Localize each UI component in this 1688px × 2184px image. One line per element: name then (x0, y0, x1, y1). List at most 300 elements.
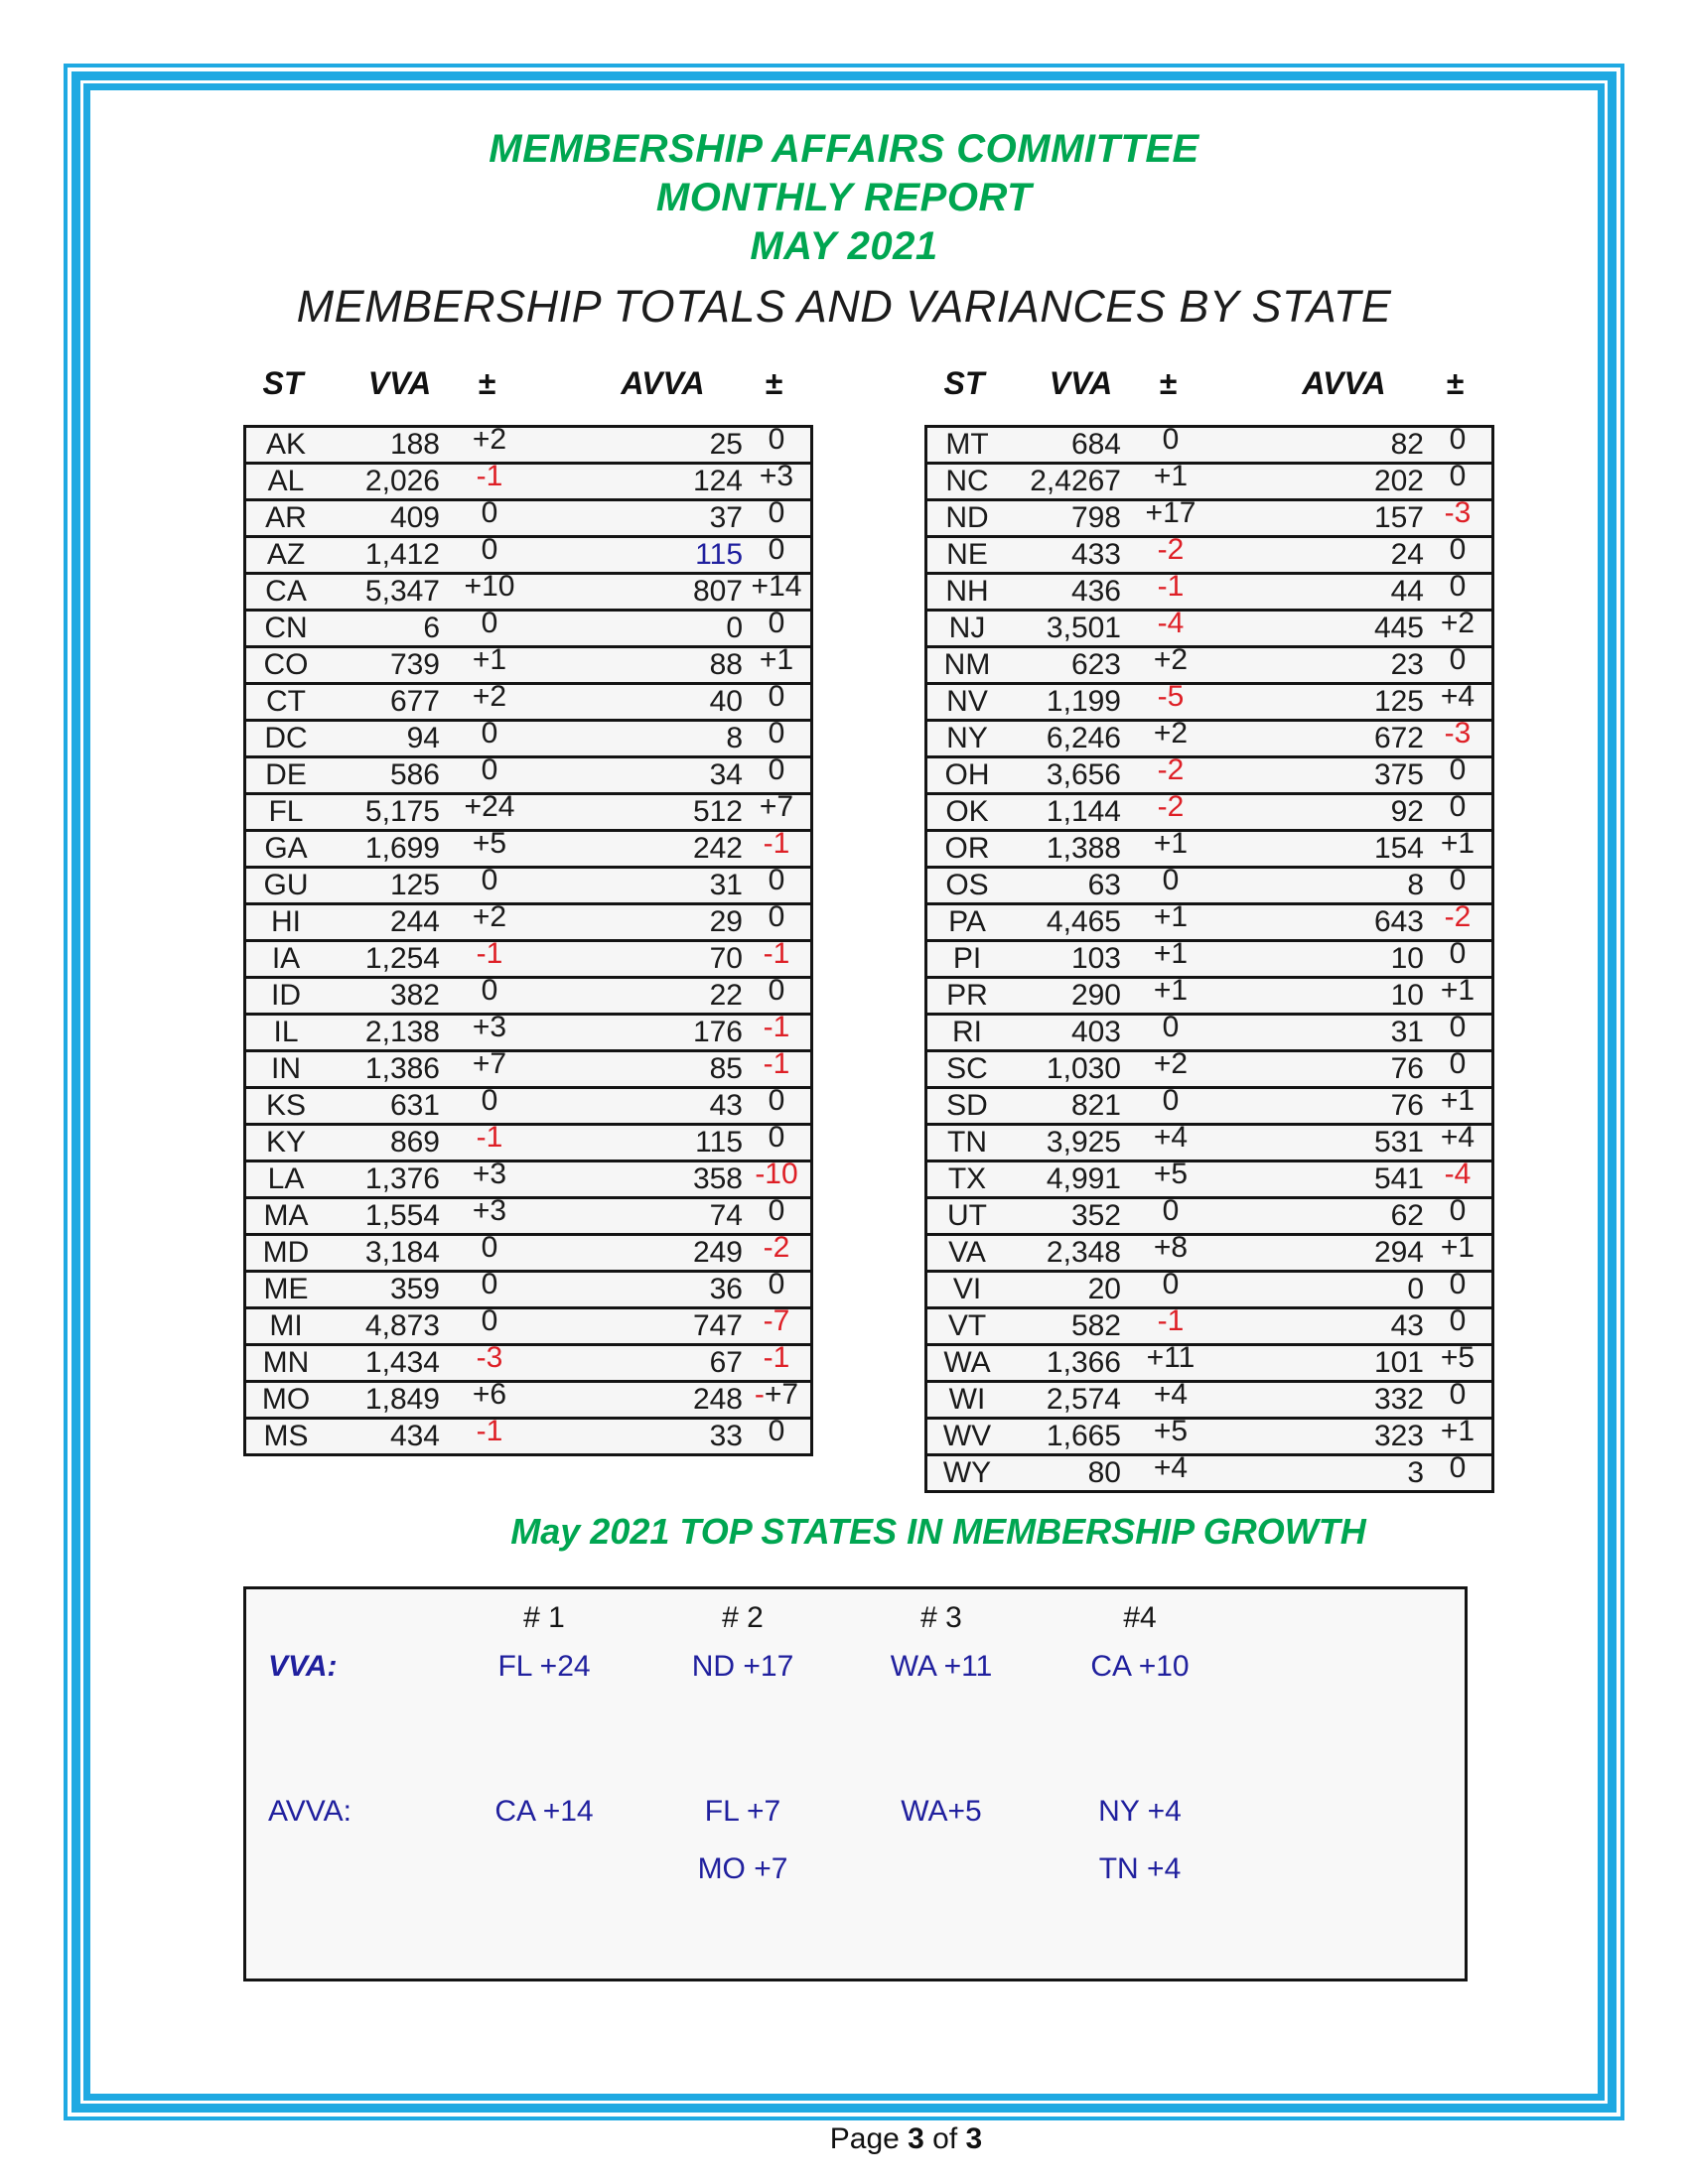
table-row (245, 721, 812, 757)
table-row (245, 1345, 812, 1382)
cell-vva: 3,656 (1007, 757, 1121, 794)
cell-state: CT (245, 684, 327, 721)
cell-avva-delta: -+7 (743, 1382, 812, 1419)
cell-state: MT (945, 428, 989, 461)
cell-avva-delta: 0 (743, 904, 812, 941)
table-row (926, 1051, 1493, 1088)
growth-avva2-rank1 (445, 1852, 643, 1886)
cell-avva-delta: 0 (1424, 1198, 1493, 1235)
cell-vva: 6,246 (1007, 721, 1121, 757)
cell-avva: 92 (1220, 794, 1424, 831)
cell-avva: 541 (1220, 1161, 1424, 1198)
table-row (926, 464, 1493, 500)
cell-avva: 44 (1220, 574, 1424, 611)
cell-state: TX (926, 1161, 1008, 1198)
cell-vva: 1,665 (1007, 1419, 1121, 1455)
table-row (245, 1272, 812, 1308)
cell-state: OH (926, 757, 1008, 794)
cell-vva: 2,4267 (1007, 464, 1121, 500)
cell-avva-delta: 0 (743, 1198, 812, 1235)
cell-vva: 586 (326, 757, 440, 794)
cell-vva-delta: -1 (440, 941, 539, 978)
cell-avva: 531 (1220, 1125, 1424, 1161)
cell-avva-delta: 0 (743, 684, 812, 721)
cell-avva-delta: 0 (743, 500, 812, 537)
cell-vva: 798 (1007, 500, 1121, 537)
header-avva: AVVA (621, 365, 705, 401)
cell-vva: 352 (1007, 1198, 1121, 1235)
cell-avva: 10 (1220, 978, 1424, 1015)
cell-state: IL (245, 1015, 327, 1051)
cell-vva-delta: 0 (440, 978, 539, 1015)
cell-vva: 1,030 (1007, 1051, 1121, 1088)
cell-state: SD (926, 1088, 1008, 1125)
table-row (926, 1345, 1493, 1382)
cell-avva-delta: 0 (1424, 794, 1493, 831)
cell-vva-delta: +1 (1121, 978, 1220, 1015)
cell-avva: 124 (539, 464, 743, 500)
cell-vva-delta: +4 (1121, 1382, 1220, 1419)
table-row (245, 427, 812, 464)
cell-state: DE (245, 757, 327, 794)
cell-state: OK (926, 794, 1008, 831)
cell-vva-delta: +4 (1121, 1125, 1220, 1161)
cell-vva: 684 (1070, 428, 1121, 461)
cell-vva-delta: 0 (440, 1272, 539, 1308)
cell-avva: 31 (539, 868, 743, 904)
cell-vva: 125 (326, 868, 440, 904)
page-footer-text: of (923, 2122, 966, 2155)
cell-vva: 436 (1007, 574, 1121, 611)
cell-state: SC (926, 1051, 1008, 1088)
cell-avva: 24 (1220, 537, 1424, 574)
cell-vva: 1,199 (1007, 684, 1121, 721)
cell-state: VT (926, 1308, 1008, 1345)
cell-vva-delta: +1 (1121, 464, 1220, 500)
cell-vva-delta: +1 (1121, 904, 1220, 941)
cell-vva: 290 (1007, 978, 1121, 1015)
cell-state: KY (245, 1125, 327, 1161)
table-row (245, 941, 812, 978)
cell-state: OS (926, 868, 1008, 904)
cell-avva: 0 (1220, 1272, 1424, 1308)
table-row (926, 1308, 1493, 1345)
table-row (245, 1308, 812, 1345)
rank-header-3: # 3 (920, 1601, 962, 1634)
table-row (245, 1419, 812, 1455)
cell-vva-delta: -3 (440, 1345, 539, 1382)
page-footer-text: 3 (908, 2122, 924, 2155)
cell-avva: 202 (1220, 464, 1424, 500)
cell-state: MI (245, 1308, 327, 1345)
cell-state: UT (926, 1198, 1008, 1235)
cell-avva-delta: +4 (1424, 1125, 1493, 1161)
cell-avva-delta: -2 (743, 1235, 812, 1272)
cell-vva-delta: -1 (440, 1419, 539, 1455)
table-row (245, 794, 812, 831)
state-table-right (924, 425, 1494, 1493)
rank-header-2: # 2 (722, 1601, 764, 1634)
cell-avva: 3 (1220, 1455, 1424, 1492)
cell-vva: 2,138 (326, 1015, 440, 1051)
left-table-column-headers (243, 365, 807, 402)
cell-vva: 94 (326, 721, 440, 757)
cell-state: LA (245, 1161, 327, 1198)
table-row (245, 757, 812, 794)
growth-avva-label: AVVA: (268, 1795, 352, 1828)
table-row (245, 1235, 812, 1272)
header-vva: VVA (367, 365, 432, 401)
cell-vva-delta: +3 (440, 1198, 539, 1235)
cell-avva: 62 (1220, 1198, 1424, 1235)
cell-vva: 1,849 (326, 1382, 440, 1419)
cell-avva: 82 (1390, 428, 1424, 461)
cell-state: ID (245, 978, 327, 1015)
page-footer (0, 2122, 1688, 2156)
cell-avva-delta: -1 (743, 1345, 812, 1382)
cell-vva-delta: +4 (1121, 1455, 1220, 1492)
cell-avva: 358 (539, 1161, 743, 1198)
table-row (245, 574, 812, 611)
cell-avva: 67 (539, 1345, 743, 1382)
cell-avva-delta: +2 (1424, 611, 1493, 647)
cell-vva: 4,991 (1007, 1161, 1121, 1198)
cell-vva: 869 (326, 1125, 440, 1161)
cell-avva-delta: -1 (743, 1051, 812, 1088)
report-subtitle: MEMBERSHIP TOTALS AND VARIANCES BY STATE (296, 281, 1392, 332)
cell-vva-delta: +1 (1121, 831, 1220, 868)
table-row (245, 831, 812, 868)
growth-avva-rank2: FL +7 (704, 1795, 781, 1828)
cell-state: AK (265, 428, 307, 461)
growth-avva-rank3: WA+5 (901, 1795, 982, 1828)
table-row (926, 427, 1493, 464)
cell-avva: 672 (1220, 721, 1424, 757)
cell-state: TN (926, 1125, 1008, 1161)
cell-vva: 5,347 (326, 574, 440, 611)
cell-vva-delta: 0 (440, 868, 539, 904)
table-row (245, 464, 812, 500)
cell-avva-delta: 0 (743, 1272, 812, 1308)
growth-box (243, 1586, 1468, 1981)
cell-avva: 323 (1220, 1419, 1424, 1455)
growth-vva-rank4: CA +10 (1090, 1650, 1190, 1683)
cell-state: NJ (926, 611, 1008, 647)
cell-vva-delta: 0 (440, 1088, 539, 1125)
cell-avva: 25 (709, 428, 743, 461)
growth-avva-rank4: NY +4 (1098, 1795, 1182, 1828)
table-row (926, 831, 1493, 868)
cell-avva-delta: 0 (1424, 1272, 1493, 1308)
cell-vva-delta: 0 (1121, 1015, 1220, 1051)
header-avva-delta: ± (1446, 365, 1464, 401)
table-row (926, 1125, 1493, 1161)
cell-vva: 1,434 (326, 1345, 440, 1382)
table-row (245, 1382, 812, 1419)
cell-vva: 80 (1007, 1455, 1121, 1492)
cell-vva-delta: -1 (440, 464, 539, 500)
header-avva: AVVA (1302, 365, 1386, 401)
cell-avva-delta: 0 (1424, 757, 1493, 794)
cell-avva: 70 (539, 941, 743, 978)
page-footer-text: 3 (965, 2122, 983, 2155)
cell-vva-delta: 0 (1121, 1088, 1220, 1125)
cell-avva-delta: 0 (1424, 1308, 1493, 1345)
cell-state: RI (926, 1015, 1008, 1051)
table-row (245, 1088, 812, 1125)
table-row (926, 978, 1493, 1015)
cell-vva-delta: -1 (440, 1125, 539, 1161)
growth-rank-header-spacer (246, 1601, 445, 1635)
cell-state: MA (245, 1198, 327, 1235)
cell-vva: 409 (326, 500, 440, 537)
cell-avva: 74 (539, 1198, 743, 1235)
growth-section-title: May 2021 TOP STATES IN MEMBERSHIP GROWTH (510, 1511, 1366, 1552)
cell-vva: 6 (326, 611, 440, 647)
cell-vva-delta: +5 (440, 831, 539, 868)
cell-avva: 37 (539, 500, 743, 537)
cell-avva-delta: 0 (743, 868, 812, 904)
cell-avva-delta: 0 (1424, 574, 1493, 611)
cell-state: MN (245, 1345, 327, 1382)
table-row (926, 647, 1493, 684)
growth-avva-row (246, 1795, 1465, 1829)
cell-avva-delta: 0 (743, 537, 812, 574)
cell-avva: 125 (1220, 684, 1424, 721)
cell-vva-delta: 0 (440, 1308, 539, 1345)
cell-avva: 85 (539, 1051, 743, 1088)
cell-vva-delta: +17 (1121, 500, 1220, 537)
table-row (245, 611, 812, 647)
cell-avva-delta: -10 (743, 1161, 812, 1198)
cell-vva: 623 (1007, 647, 1121, 684)
cell-vva: 382 (326, 978, 440, 1015)
table-row (926, 500, 1493, 537)
cell-vva: 63 (1007, 868, 1121, 904)
cell-state: PI (926, 941, 1008, 978)
cell-avva: 157 (1220, 500, 1424, 537)
rank-header-1: # 1 (523, 1601, 565, 1634)
cell-avva-delta: +5 (1424, 1345, 1493, 1382)
cell-avva-delta: +1 (743, 647, 812, 684)
growth-avva-rank1: CA +14 (494, 1795, 594, 1828)
table-row (926, 1382, 1493, 1419)
cell-state: PA (926, 904, 1008, 941)
cell-avva-delta: +14 (743, 574, 812, 611)
cell-state: FL (245, 794, 327, 831)
cell-vva-delta: 0 (1121, 868, 1220, 904)
cell-vva-delta: +3 (440, 1161, 539, 1198)
cell-avva-delta: 0 (1449, 426, 1467, 456)
report-title-line1: MEMBERSHIP AFFAIRS COMMITTEE (489, 127, 1199, 171)
cell-avva-delta: 0 (1424, 1455, 1493, 1492)
report-title-line3: MAY 2021 (750, 224, 938, 268)
cell-vva-delta: +1 (440, 647, 539, 684)
report-title (0, 125, 1688, 271)
cell-state: MO (245, 1382, 327, 1419)
cell-vva: 4,465 (1007, 904, 1121, 941)
cell-state: MS (245, 1419, 327, 1455)
cell-vva-delta: +2 (440, 684, 539, 721)
cell-vva-delta: +3 (440, 1015, 539, 1051)
cell-avva-delta: -1 (743, 941, 812, 978)
growth-rank-header-row (246, 1601, 1465, 1635)
cell-state: VA (926, 1235, 1008, 1272)
cell-vva: 2,026 (326, 464, 440, 500)
table-row (245, 1015, 812, 1051)
cell-vva-delta: -2 (1121, 537, 1220, 574)
growth-avva2-spacer (246, 1852, 445, 1886)
cell-avva: 375 (1220, 757, 1424, 794)
cell-vva-delta: -4 (1121, 611, 1220, 647)
cell-avva: 76 (1220, 1051, 1424, 1088)
cell-avva-delta: +1 (1424, 978, 1493, 1015)
cell-state: AZ (245, 537, 327, 574)
cell-vva-delta: +7 (440, 1051, 539, 1088)
cell-vva: 2,348 (1007, 1235, 1121, 1272)
table-row (245, 1125, 812, 1161)
cell-avva: 115 (539, 537, 743, 574)
cell-vva-delta: 0 (440, 537, 539, 574)
cell-avva: 807 (539, 574, 743, 611)
cell-vva: 1,388 (1007, 831, 1121, 868)
table-row (926, 1161, 1493, 1198)
table-row (926, 1455, 1493, 1492)
cell-state: ME (245, 1272, 327, 1308)
cell-state: NV (926, 684, 1008, 721)
table-row (926, 1419, 1493, 1455)
cell-avva: 22 (539, 978, 743, 1015)
cell-vva-delta: 0 (440, 611, 539, 647)
cell-state: CO (245, 647, 327, 684)
table-row (926, 537, 1493, 574)
cell-state: WA (926, 1345, 1008, 1382)
cell-avva: 29 (539, 904, 743, 941)
table-row (926, 574, 1493, 611)
state-table-left (243, 425, 813, 1456)
table-row (926, 1088, 1493, 1125)
table-row (245, 904, 812, 941)
growth-avva2-rank4: TN +4 (1098, 1852, 1182, 1885)
cell-vva: 4,873 (326, 1308, 440, 1345)
cell-vva-delta: 0 (1121, 1198, 1220, 1235)
cell-vva: 582 (1007, 1308, 1121, 1345)
cell-avva-delta: 0 (743, 1088, 812, 1125)
cell-state: PR (926, 978, 1008, 1015)
cell-vva: 20 (1007, 1272, 1121, 1308)
cell-vva: 403 (1007, 1015, 1121, 1051)
cell-avva: 34 (539, 757, 743, 794)
cell-vva: 433 (1007, 537, 1121, 574)
cell-avva-delta: 0 (743, 978, 812, 1015)
cell-state: DC (245, 721, 327, 757)
table-row (926, 1272, 1493, 1308)
cell-vva-delta: +2 (1121, 1051, 1220, 1088)
cell-vva-delta: 0 (440, 757, 539, 794)
growth-vva-rank1: FL +24 (497, 1650, 591, 1683)
cell-vva-delta: -5 (1121, 684, 1220, 721)
cell-vva: 1,366 (1007, 1345, 1121, 1382)
cell-vva: 1,412 (326, 537, 440, 574)
cell-state: AL (245, 464, 327, 500)
cell-avva: 512 (539, 794, 743, 831)
cell-avva: 249 (539, 1235, 743, 1272)
cell-avva-delta: 0 (1424, 464, 1493, 500)
cell-vva-delta: +2 (472, 426, 507, 456)
cell-state: CN (245, 611, 327, 647)
cell-vva: 1,376 (326, 1161, 440, 1198)
table-row (926, 757, 1493, 794)
table-row (926, 721, 1493, 757)
cell-state: IN (245, 1051, 327, 1088)
cell-vva-delta: -2 (1121, 794, 1220, 831)
cell-avva: 88 (539, 647, 743, 684)
table-row (926, 1015, 1493, 1051)
cell-avva: 76 (1220, 1088, 1424, 1125)
cell-vva-delta: +11 (1121, 1345, 1220, 1382)
cell-avva: 248 (539, 1382, 743, 1419)
growth-avva-row-2 (246, 1852, 1465, 1886)
header-vva-delta: ± (478, 365, 495, 401)
cell-vva: 821 (1007, 1088, 1121, 1125)
table-row (926, 1235, 1493, 1272)
cell-avva: 643 (1220, 904, 1424, 941)
cell-avva: 242 (539, 831, 743, 868)
cell-avva: 31 (1220, 1015, 1424, 1051)
page-footer-text: Page (829, 2122, 909, 2155)
header-avva-delta: ± (765, 365, 782, 401)
cell-vva-delta: +1 (1121, 941, 1220, 978)
growth-vva-label: VVA: (268, 1650, 338, 1683)
cell-vva: 739 (326, 647, 440, 684)
growth-avva2-rank2: MO +7 (697, 1852, 788, 1885)
cell-state: AR (245, 500, 327, 537)
cell-vva-delta: +24 (440, 794, 539, 831)
table-row (926, 611, 1493, 647)
table-row (245, 684, 812, 721)
cell-state: NM (926, 647, 1008, 684)
cell-avva-delta: 0 (743, 721, 812, 757)
cell-avva: 33 (539, 1419, 743, 1455)
table-row (245, 647, 812, 684)
cell-state: NE (926, 537, 1008, 574)
cell-state: NY (926, 721, 1008, 757)
cell-avva-delta: -7 (743, 1308, 812, 1345)
cell-avva-delta: 0 (768, 426, 785, 456)
right-table-column-headers (924, 365, 1484, 402)
cell-vva-delta: +5 (1121, 1419, 1220, 1455)
table-row (245, 500, 812, 537)
cell-avva-delta: 0 (1424, 868, 1493, 904)
table-row (926, 1198, 1493, 1235)
cell-avva: 40 (539, 684, 743, 721)
cell-avva-delta: 0 (1424, 537, 1493, 574)
cell-avva: 8 (539, 721, 743, 757)
rank-header-4: #4 (1123, 1601, 1157, 1634)
cell-avva-delta: 0 (1424, 941, 1493, 978)
cell-avva-delta: 0 (743, 1125, 812, 1161)
table-row (926, 904, 1493, 941)
growth-vva-rank2: ND +17 (691, 1650, 794, 1683)
cell-avva-delta: 0 (743, 611, 812, 647)
cell-vva: 188 (389, 428, 440, 461)
cell-avva: 747 (539, 1308, 743, 1345)
cell-vva: 1,254 (326, 941, 440, 978)
table-row (245, 537, 812, 574)
cell-vva-delta: -1 (1121, 574, 1220, 611)
cell-avva-delta: -3 (1424, 721, 1493, 757)
cell-avva-delta: -1 (743, 1015, 812, 1051)
